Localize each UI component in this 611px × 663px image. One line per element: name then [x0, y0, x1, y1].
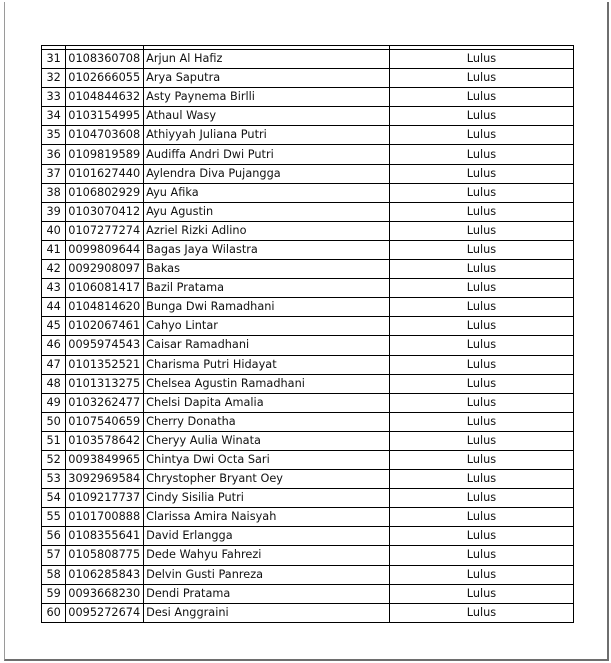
- table-row: [42, 374, 574, 393]
- table-row: [42, 527, 574, 546]
- status-cell: Lulus: [389, 107, 573, 126]
- status-cell: Lulus: [389, 584, 573, 603]
- student-id: 0093849965: [66, 450, 144, 469]
- table-row: [42, 126, 574, 145]
- status-cell: Lulus: [389, 412, 573, 431]
- row-number: 51: [42, 431, 66, 450]
- table-row: [42, 183, 574, 202]
- table-row: [42, 489, 574, 508]
- student-id: 0106285843: [66, 565, 144, 584]
- row-number: 36: [42, 145, 66, 164]
- student-name: Athiyyah Juliana Putri: [144, 126, 390, 145]
- status-cell: Lulus: [389, 145, 573, 164]
- table-row: [42, 69, 574, 88]
- status-cell: Lulus: [389, 355, 573, 374]
- status-cell: Lulus: [389, 50, 573, 69]
- row-number: 53: [42, 470, 66, 489]
- table-row: [42, 470, 574, 489]
- student-id: 0109819589: [66, 145, 144, 164]
- status-cell: Lulus: [389, 374, 573, 393]
- student-name: Bagas Jaya Wilastra: [144, 240, 390, 259]
- status-cell: Lulus: [389, 450, 573, 469]
- row-number: 56: [42, 527, 66, 546]
- row-number: 48: [42, 374, 66, 393]
- student-id: 0107540659: [66, 412, 144, 431]
- student-name: Cherry Donatha: [144, 412, 390, 431]
- status-cell: Lulus: [389, 393, 573, 412]
- table-row: [42, 164, 574, 183]
- student-name: David Erlangga: [144, 527, 390, 546]
- student-id: 0099809644: [66, 240, 144, 259]
- row-number: 59: [42, 584, 66, 603]
- table-row: [42, 412, 574, 431]
- student-name: Ayu Agustin: [144, 202, 390, 221]
- status-cell: Lulus: [389, 546, 573, 565]
- student-id: 0108355641: [66, 527, 144, 546]
- row-number: 58: [42, 565, 66, 584]
- row-number: 55: [42, 508, 66, 527]
- row-number: 57: [42, 546, 66, 565]
- student-id: 0103070412: [66, 202, 144, 221]
- status-cell: Lulus: [389, 508, 573, 527]
- document-page: [4, 2, 609, 661]
- student-name: Cahyo Lintar: [144, 317, 390, 336]
- student-id: 0101352521: [66, 355, 144, 374]
- status-cell: Lulus: [389, 527, 573, 546]
- status-cell: Lulus: [389, 317, 573, 336]
- table-row: [42, 202, 574, 221]
- status-cell: Lulus: [389, 240, 573, 259]
- status-cell: Lulus: [389, 221, 573, 240]
- student-name: Delvin Gusti Panreza: [144, 565, 390, 584]
- student-name: Arjun Al Hafiz: [144, 50, 390, 69]
- student-name: Caisar Ramadhani: [144, 336, 390, 355]
- table-row: [42, 546, 574, 565]
- student-name: Arya Saputra: [144, 69, 390, 88]
- table-row: [42, 355, 574, 374]
- row-number: 31: [42, 50, 66, 69]
- status-cell: Lulus: [389, 565, 573, 584]
- student-id: 0102067461: [66, 317, 144, 336]
- row-number: 54: [42, 489, 66, 508]
- table-row: [42, 88, 574, 107]
- student-name: Cindy Sisilia Putri: [144, 489, 390, 508]
- student-id: 0104703608: [66, 126, 144, 145]
- student-name: Chelsea Agustin Ramadhani: [144, 374, 390, 393]
- student-name: Ayu Afika: [144, 183, 390, 202]
- student-id: 0104814620: [66, 298, 144, 317]
- row-number: 49: [42, 393, 66, 412]
- table-row: [42, 279, 574, 298]
- student-name: Charisma Putri Hidayat: [144, 355, 390, 374]
- row-number: 35: [42, 126, 66, 145]
- table-row: [42, 336, 574, 355]
- status-cell: Lulus: [389, 470, 573, 489]
- student-id: 0107277274: [66, 221, 144, 240]
- student-name: Chintya Dwi Octa Sari: [144, 450, 390, 469]
- table-row: [42, 145, 574, 164]
- student-id: 0092908097: [66, 260, 144, 279]
- student-id: 0101313275: [66, 374, 144, 393]
- row-number: 42: [42, 260, 66, 279]
- student-id: 0106802929: [66, 183, 144, 202]
- table-row: [42, 508, 574, 527]
- table-row: [42, 565, 574, 584]
- student-name: Dendi Pratama: [144, 584, 390, 603]
- table-row: [42, 298, 574, 317]
- student-name: Azriel Rizki Adlino: [144, 221, 390, 240]
- student-name: Bazil Pratama: [144, 279, 390, 298]
- status-cell: Lulus: [389, 183, 573, 202]
- student-name: Dede Wahyu Fahrezi: [144, 546, 390, 565]
- student-id: 3092969584: [66, 470, 144, 489]
- table-row: [42, 393, 574, 412]
- row-number: 39: [42, 202, 66, 221]
- row-number: 40: [42, 221, 66, 240]
- row-number: 37: [42, 164, 66, 183]
- student-id: 0103578642: [66, 431, 144, 450]
- row-number: 46: [42, 336, 66, 355]
- student-id: 0101700888: [66, 508, 144, 527]
- student-id: 0103154995: [66, 107, 144, 126]
- row-number: 34: [42, 107, 66, 126]
- row-number: 33: [42, 88, 66, 107]
- status-cell: Lulus: [389, 298, 573, 317]
- student-name: Bunga Dwi Ramadhani: [144, 298, 390, 317]
- table-row: [42, 450, 574, 469]
- table-row: [42, 584, 574, 603]
- table-row: [42, 317, 574, 336]
- student-id: 0108360708: [66, 50, 144, 69]
- status-cell: Lulus: [389, 279, 573, 298]
- student-id: 0101627440: [66, 164, 144, 183]
- row-number: 43: [42, 279, 66, 298]
- status-cell: Lulus: [389, 260, 573, 279]
- table-row: [42, 240, 574, 259]
- status-cell: Lulus: [389, 126, 573, 145]
- status-cell: Lulus: [389, 603, 573, 622]
- student-name: Audiffa Andri Dwi Putri: [144, 145, 390, 164]
- student-id: 0093668230: [66, 584, 144, 603]
- status-cell: Lulus: [389, 202, 573, 221]
- table-row: [42, 107, 574, 126]
- graduation-table: [41, 45, 574, 623]
- row-number: 32: [42, 69, 66, 88]
- student-id: 0104844632: [66, 88, 144, 107]
- student-name: Clarissa Amira Naisyah: [144, 508, 390, 527]
- student-id: 0102666055: [66, 69, 144, 88]
- table-row: [42, 431, 574, 450]
- student-id: 0095974543: [66, 336, 144, 355]
- status-cell: Lulus: [389, 431, 573, 450]
- table-row: [42, 260, 574, 279]
- table-row: [42, 50, 574, 69]
- student-name: Aylendra Diva Pujangga: [144, 164, 390, 183]
- student-id: 0095272674: [66, 603, 144, 622]
- row-number: 41: [42, 240, 66, 259]
- status-cell: Lulus: [389, 164, 573, 183]
- student-name: Asty Paynema Birlli: [144, 88, 390, 107]
- status-cell: Lulus: [389, 88, 573, 107]
- table-body: [42, 46, 574, 623]
- status-cell: Lulus: [389, 336, 573, 355]
- student-name: Bakas: [144, 260, 390, 279]
- student-name: Desi Anggraini: [144, 603, 390, 622]
- row-number: 44: [42, 298, 66, 317]
- student-name: Athaul Wasy: [144, 107, 390, 126]
- student-name: Cheryy Aulia Winata: [144, 431, 390, 450]
- table-row: [42, 221, 574, 240]
- student-id: 0109217737: [66, 489, 144, 508]
- student-name: Chelsi Dapita Amalia: [144, 393, 390, 412]
- student-id: 0103262477: [66, 393, 144, 412]
- row-number: 60: [42, 603, 66, 622]
- row-number: 38: [42, 183, 66, 202]
- student-id: 0106081417: [66, 279, 144, 298]
- student-id: 0105808775: [66, 546, 144, 565]
- row-number: 45: [42, 317, 66, 336]
- status-cell: Lulus: [389, 489, 573, 508]
- student-name: Chrystopher Bryant Oey: [144, 470, 390, 489]
- row-number: 52: [42, 450, 66, 469]
- row-number: 47: [42, 355, 66, 374]
- row-number: 50: [42, 412, 66, 431]
- table-row: [42, 603, 574, 622]
- status-cell: Lulus: [389, 69, 573, 88]
